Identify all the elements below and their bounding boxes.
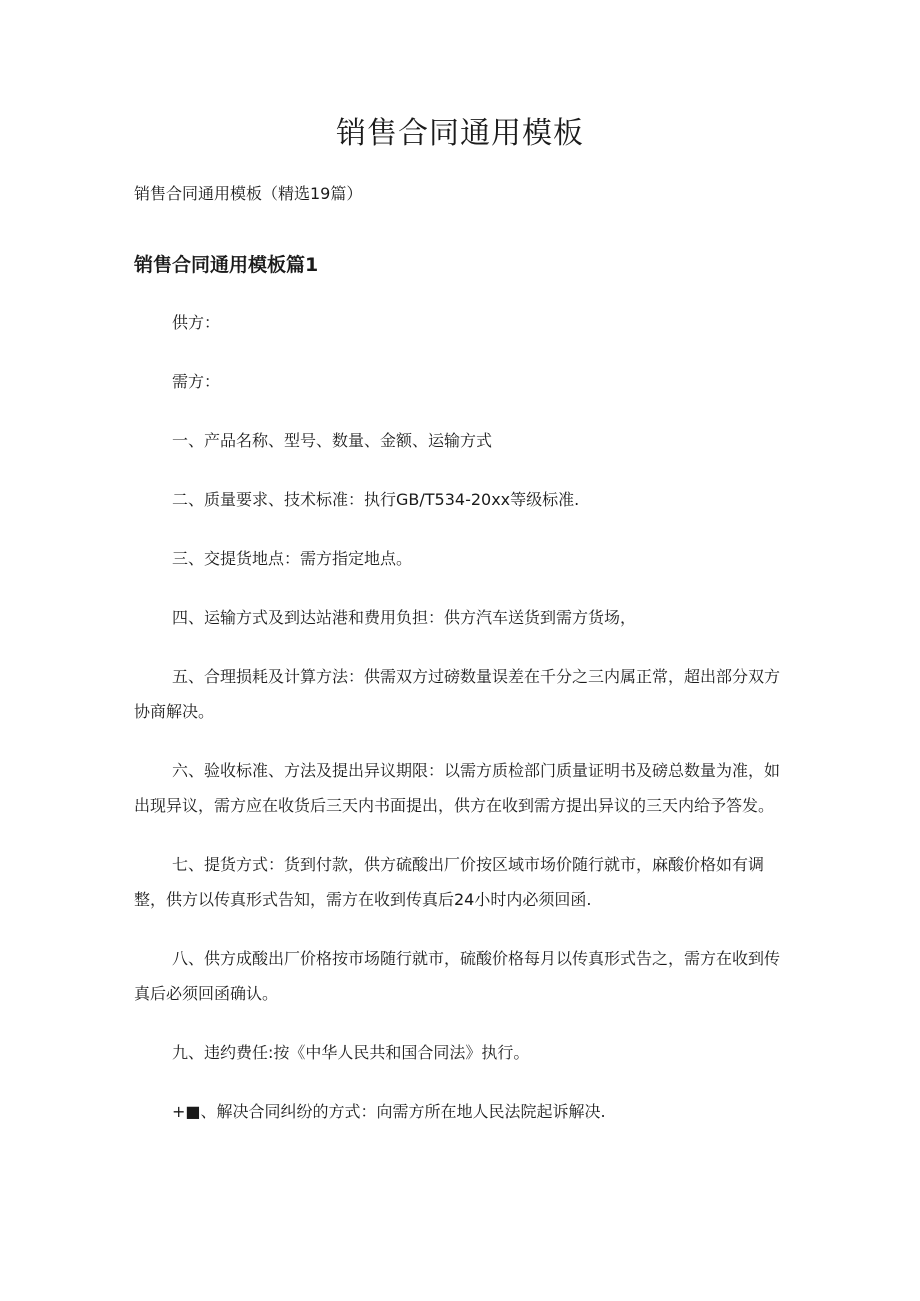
paragraph-buyer: 需方： — [172, 372, 221, 391]
paragraph-supplier: 供方： — [172, 313, 221, 332]
paragraph-clause-4: 四、运输方式及到达站港和费用负担：供方汽车送货到需方货场， — [172, 608, 637, 627]
paragraph-clause-2: 二、质量要求、技术标准：执行GB/T534-20xx等级标准. — [172, 490, 580, 509]
paragraph-clause-6: 六、验收标准、方法及提出异议期限：以需方质检部门质量证明书及磅总数量为准，如出现异议，需方应在收货后三天内书面提出，供方在收到需方提出异议的三天内给予答发。 — [134, 761, 781, 815]
paragraph-clause-1: 一、产品名称、型号、数量、金额、运输方式 — [172, 431, 493, 450]
paragraph-clause-10: +■、解决合同纠纷的方式：向需方所在地人民法院起诉解决. — [172, 1102, 606, 1121]
document-title: 销售合同通用模板 — [336, 116, 584, 151]
paragraph-clause-5: 五、合理损耗及计算方法：供需双方过磅数量误差在千分之三内属正常，超出部分双方协商解决。 — [134, 667, 781, 721]
section-heading: 销售合同通用模板篇1 — [134, 254, 319, 276]
document-body — [134, 305, 794, 1153]
paragraph-clause-9: 九、违约费任:按《中华人民共和国合同法》执行。 — [172, 1043, 530, 1062]
paragraph-clause-3: 三、交提货地点：需方指定地点。 — [172, 549, 413, 568]
paragraph-clause-8: 八、供方成酸出厂价格按市场随行就市，硫酸价格每月以传真形式告之，需方在收到传真后必须回函确认。 — [134, 949, 781, 1003]
document-subtitle: 销售合同通用模板（精选19篇） — [134, 184, 363, 203]
paragraph-clause-7: 七、提货方式：货到付款，供方硫酸出厂价按区域市场价随行就市，麻酸价格如有调整，供方以传真形式告知，需方在收到传真后24小时内必须回函. — [134, 855, 765, 909]
